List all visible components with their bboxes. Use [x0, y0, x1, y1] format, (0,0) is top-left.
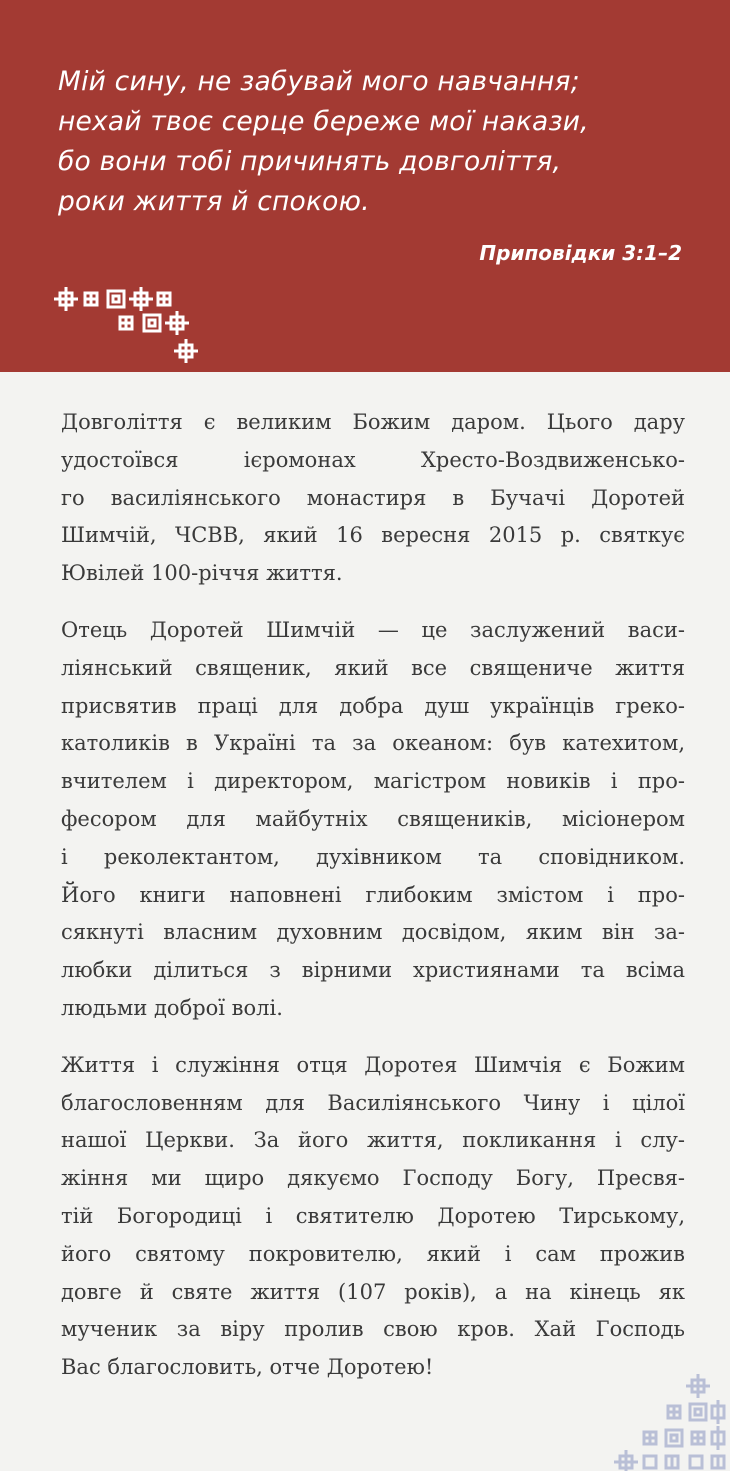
text-line: ліянський священик, який все священиче життя: [61, 655, 685, 680]
text-line: присвятив праці для добра душ українців греко-: [61, 693, 685, 718]
embroidery-pattern-icon: [52, 285, 202, 369]
text-line: довге й святе життя (107 років), а на кінець як: [61, 1279, 685, 1304]
text-line: удостоївся ієромонах Хресто-Воздвиженсько-: [61, 447, 685, 472]
text-line: любки ділиться з вірними християнами та всіма: [61, 958, 685, 983]
text-line: людьми доброї волі.: [61, 995, 283, 1020]
text-line: мученик за віру пролив свою кров. Хай Господь: [61, 1317, 685, 1342]
paragraph: [61, 612, 685, 1028]
paragraph: [61, 1047, 685, 1387]
text-line: Ювілей 100-річчя життя.: [61, 561, 343, 586]
text-line: Вас благословить, отче Доротею!: [61, 1355, 434, 1380]
embroidery-pattern-icon: [612, 1372, 730, 1471]
text-line: нашої Церкви. За його життя, покликання і слу-: [61, 1128, 685, 1153]
quote-line: Мій сину, не забувай мого навчання;: [58, 66, 580, 97]
text-line: Життя і служіння отця Доротея Шимчія є Божим: [61, 1052, 685, 1077]
text-line: фесором для майбутніх священиків, місіонером: [61, 806, 685, 831]
text-line: го василіянського монастиря в Бучачі Доротей: [61, 485, 685, 510]
text-line: Довголіття є великим Божим даром. Цього дару: [61, 410, 685, 434]
text-line: його святому покровителю, який і сам прожив: [61, 1241, 685, 1266]
text-line: тій Богородиці і святителю Доротею Тирському,: [61, 1203, 685, 1228]
paragraph: [61, 404, 685, 593]
quote-line: роки життя й спокою.: [58, 186, 370, 217]
text-line: благословенням для Василіянського Чину і цілої: [61, 1090, 685, 1115]
text-line: Шимчій, ЧСВВ, який 16 вересня 2015 р. святкує: [61, 523, 685, 548]
text-line: і реколектантом, духівником та сповідником.: [61, 844, 685, 869]
quote-line: нехай твоє серце береже мої накази,: [58, 106, 589, 137]
epigraph-quote: [58, 62, 698, 222]
text-line: Його книги наповнені глибоким змістом і про-: [61, 882, 685, 907]
quote-line: бо вони тобі причинять довголіття,: [58, 146, 562, 177]
text-line: Отець Доротей Шимчій — це заслужений васи-: [61, 617, 685, 642]
text-line: католиків в Україні та за океаном: був катехитом,: [61, 731, 685, 756]
quote-reference: Приповідки 3:1–2: [479, 241, 682, 265]
text-line: сякнуті власним духовним досвідом, яким він за-: [61, 920, 685, 945]
text-line: вчителем і директором, магістром новиків і про-: [61, 769, 685, 794]
text-line: жіння ми щиро дякуємо Господу Богу, Пресвя-: [61, 1166, 685, 1191]
article-body: [61, 404, 685, 1406]
